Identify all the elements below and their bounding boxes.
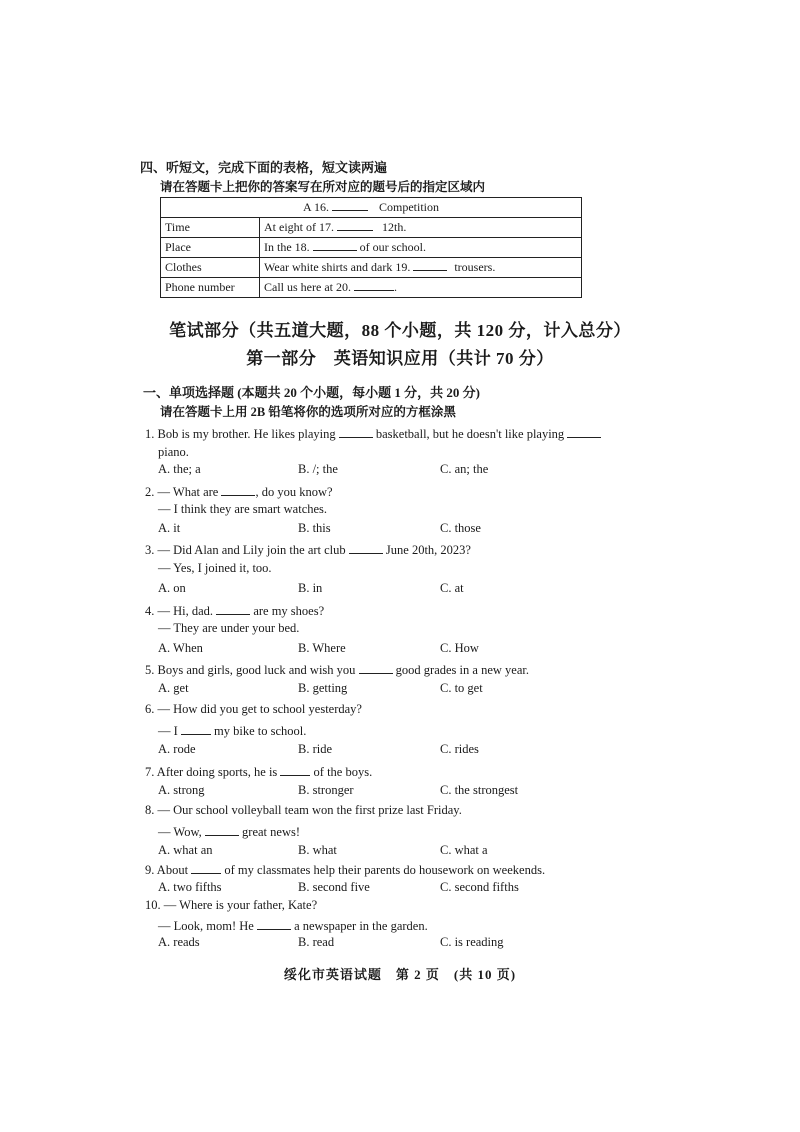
- q1-option-a: A. the; a: [158, 462, 201, 476]
- q9-option-a: A. two fifths: [158, 880, 222, 894]
- q7-option-c: C. the strongest: [440, 783, 519, 797]
- table-header-cell: [161, 198, 582, 218]
- page-footer: 绥化市英语试题 第 2 页 (共 10 页): [283, 967, 517, 982]
- question-4-stem: 4. — Hi, dad. are my shoes?: [145, 604, 325, 618]
- table-row: [161, 238, 582, 258]
- question-8-stem: 8. — Our school volleyball team won the first prize last Friday.: [145, 803, 462, 817]
- header-pre: A 16.: [302, 200, 329, 214]
- question-6-stem: 6. — How did you get to school yesterday?: [145, 702, 362, 716]
- listening-table: [160, 197, 582, 298]
- question-2-stem: 2. — What are , do you know?: [145, 485, 333, 499]
- row-pre: Wear white shirts and dark 19.: [264, 260, 411, 274]
- q9-option-c: C. second fifths: [440, 880, 519, 894]
- q1-option-b: B. /; the: [298, 462, 338, 476]
- q7-option-a: A. strong: [158, 783, 205, 797]
- row-label: Place: [161, 238, 260, 258]
- table-row: [161, 218, 582, 238]
- q10-option-c: C. is reading: [440, 935, 504, 949]
- q4-option-a: A. When: [158, 641, 203, 655]
- question-10-answer: — Look, mom! He a newspaper in the garden.: [158, 919, 428, 933]
- question-9-stem: 9. About of my classmates help their parents do housework on weekends.: [145, 863, 546, 877]
- row-post: 12th.: [382, 220, 407, 234]
- question-8-answer: — Wow, great news!: [158, 825, 301, 839]
- section1-title: 一、单项选择题 (本题共 20 个小题，每小题 1 分，共 20 分): [143, 385, 480, 400]
- table-row: [161, 278, 582, 298]
- row-value: [260, 218, 582, 238]
- row-post: trousers.: [454, 260, 496, 274]
- row-label: Time: [161, 218, 260, 238]
- q10-option-b: B. read: [298, 935, 335, 949]
- q8-option-a: A. what an: [158, 843, 213, 857]
- row-label: Clothes: [161, 258, 260, 278]
- blank-20: [354, 278, 394, 291]
- part1-title: 第一部分 英语知识应用（共计 70 分）: [246, 349, 554, 368]
- q3-option-a: A. on: [158, 581, 186, 595]
- section4-title: 四、听短文，完成下面的表格，短文读两遍: [140, 160, 388, 175]
- q8-option-b: B. what: [298, 843, 337, 857]
- q3-option-b: B. in: [298, 581, 323, 595]
- q1-option-c: C. an; the: [440, 462, 489, 476]
- q3-option-c: C. at: [440, 581, 464, 595]
- q5-option-c: C. to get: [440, 681, 483, 695]
- table-header-row: [161, 198, 582, 218]
- written-part-title: 笔试部分（共五道大题，88 个小题，共 120 分，计入总分）: [169, 321, 631, 340]
- q2-option-a: A. it: [158, 521, 181, 535]
- table-row: [161, 258, 582, 278]
- row-value: [260, 238, 582, 258]
- question-2-answer: — I think they are smart watches.: [158, 502, 328, 516]
- q7-option-b: B. stronger: [298, 783, 354, 797]
- section4-instruction: 请在答题卡上把你的答案写在所对应的题号后的指定区域内: [160, 180, 486, 194]
- row-pre: Call us here at 20.: [264, 280, 351, 294]
- q6-option-c: C. rides: [440, 742, 479, 756]
- row-value: [260, 258, 582, 278]
- q9-option-b: B. second five: [298, 880, 370, 894]
- question-6-answer: — I my bike to school.: [158, 724, 307, 738]
- q6-option-a: A. rode: [158, 742, 196, 756]
- question-10-stem: 10. — Where is your father, Kate?: [145, 898, 318, 912]
- blank-19: [413, 258, 447, 271]
- question-5-stem: 5. Boys and girls, good luck and wish you good grades in a new year.: [145, 663, 529, 677]
- row-pre: At eight of 17.: [264, 220, 334, 234]
- question-7-stem: 7. After doing sports, he is of the boys.: [145, 765, 373, 779]
- header-post: Competition: [379, 200, 439, 214]
- q2-option-c: C. those: [440, 521, 481, 535]
- question-1-stem: 1. Bob is my brother. He likes playing basketball, but he doesn't like playing: [145, 425, 601, 442]
- row-post: .: [393, 280, 397, 294]
- row-value: [260, 278, 582, 298]
- q5-option-a: A. get: [158, 681, 189, 695]
- blank-17: [337, 218, 373, 231]
- blank-16: [332, 198, 368, 211]
- blank-18: [313, 238, 357, 251]
- q8-option-c: C. what a: [440, 843, 488, 857]
- q10-option-a: A. reads: [158, 935, 200, 949]
- row-post: of our school.: [359, 240, 426, 254]
- q6-option-b: B. ride: [298, 742, 333, 756]
- question-4-answer: — They are under your bed.: [158, 621, 300, 635]
- question-3-stem: 3. — Did Alan and Lily join the art club June 20th, 2023?: [145, 543, 471, 557]
- question-3-answer: — Yes, I joined it, too.: [158, 561, 272, 575]
- row-label: Phone number: [161, 278, 260, 298]
- q4-option-c: C. How: [440, 641, 479, 655]
- question-1-stem-cont: piano.: [158, 445, 189, 459]
- q4-option-b: B. Where: [298, 641, 346, 655]
- section1-instruction: 请在答题卡上用 2B 铅笔将你的选项所对应的方框涂黑: [160, 405, 456, 419]
- row-pre: In the 18.: [264, 240, 310, 254]
- q5-option-b: B. getting: [298, 681, 348, 695]
- q2-option-b: B. this: [298, 521, 331, 535]
